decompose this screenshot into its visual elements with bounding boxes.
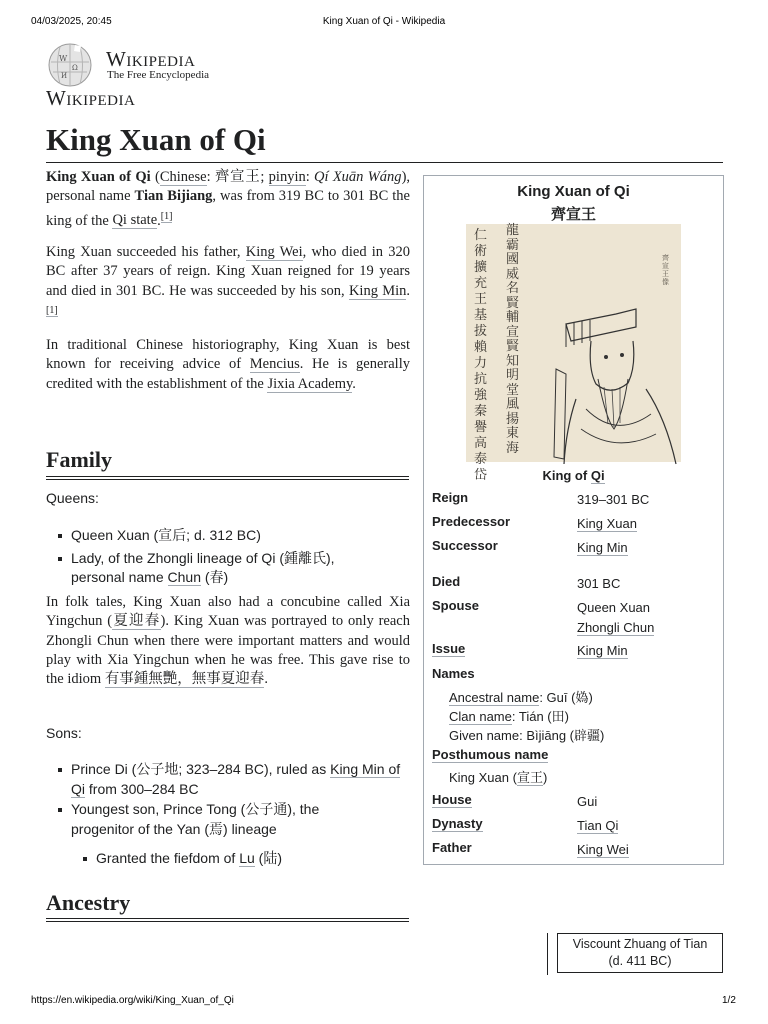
link-dynasty[interactable]: Dynasty [432, 816, 483, 831]
svg-text:И: И [61, 72, 68, 80]
family-divider [46, 476, 409, 480]
subject-name: King Xuan of Qi [46, 169, 151, 185]
portrait-inscription: 龍霸國威名賢輔宣賢知明堂風揚東海 [506, 223, 520, 456]
wikipedia-wordmark[interactable]: Wikipedia [106, 47, 196, 71]
print-url: https://en.wikipedia.org/wiki/King_Xuan_of_Qi [31, 995, 234, 1006]
reference-1[interactable]: [1] [46, 304, 58, 316]
link-lu[interactable]: Lu [239, 850, 255, 866]
intro-paragraph-2: King Xuan succeeded his father, King Wei, who died in 320 BC after 37 years of reign. King Xuan reigned for 19 years and died in 301 BC. He was succeeded by his son, King Min.[1] [46, 244, 410, 316]
print-page-number: 1/2 [722, 995, 736, 1006]
ancestry-heading: Ancestry [46, 890, 131, 915]
link-king-wei[interactable]: King Wei [245, 244, 303, 260]
link-pinyin[interactable]: pinyin [268, 169, 306, 185]
print-page-title: King Xuan of Qi - Wikipedia [322, 16, 446, 27]
link-qi-state[interactable]: Qi state [112, 212, 158, 229]
link-qi[interactable]: Qi [590, 468, 605, 483]
wikipedia-tagline: The Free Encyclopedia [107, 69, 210, 81]
list-item: Youngest son, Prince Tong (公子通), the progenitor of the Yan (焉) lineage [46, 800, 341, 839]
intro-paragraph-1: King Xuan of Qi (Chinese: 齊宣王; pinyin: Qí Xuān Wáng), personal name Tian Bijiang, was from 319 BC to 301 BC the king of the Qi state.[1] [46, 169, 411, 229]
portrait-inscription: 仁術擴充王基拔賴力抗強秦譽高泰岱 [474, 228, 488, 483]
link-predecessor[interactable]: King Xuan [577, 516, 637, 531]
king-figure-illustration [536, 279, 681, 464]
queens-label: Queens: [46, 490, 99, 506]
reference-1[interactable]: [1] [160, 210, 173, 222]
sons-list [46, 760, 410, 839]
portrait-label: 齊宣王像 [662, 254, 669, 286]
wikipedia-globe-icon[interactable] [45, 42, 95, 88]
folk-tales-paragraph: In folk tales, King Xuan also had a concubine called Xia Yingchun (夏迎春). King Xuan was portrayed to only reach Zhongli Chun when there were important matters and would play with Xia Yingchun when he was free. This gave rise to the idiom 有事鍾無艷，無事夏迎春. [46, 594, 410, 688]
link-idiom[interactable]: 有事鍾無艷，無事夏迎春 [104, 671, 265, 688]
sons-sublist [71, 849, 282, 869]
ancestor-box: Viscount Zhuang of Tian (d. 411 BC) [557, 933, 723, 973]
link-mencius[interactable]: Mencius [249, 356, 300, 373]
link-xia-yingchun[interactable]: 夏迎春 [112, 613, 161, 630]
list-item: Prince Di (公子地; 323–284 BC), ruled as King Min of Qi from 300–284 BC [46, 760, 410, 799]
link-tian-qi[interactable]: Tian Qi [577, 818, 619, 833]
wikipedia-wordmark-secondary[interactable]: Wikipedia [46, 86, 136, 110]
infobox-title: King Xuan of Qi [517, 183, 630, 200]
link-king-min-of-qi[interactable]: King Min of Qi [71, 761, 401, 797]
svg-text:W: W [59, 54, 68, 63]
link-successor[interactable]: King Min [577, 540, 628, 555]
link-house[interactable]: House [432, 792, 472, 807]
page-title: King Xuan of Qi [46, 122, 266, 157]
link-chinese[interactable]: Chinese [159, 169, 207, 185]
intro-paragraph-3: In traditional Chinese historiography, King Xuan is best known for receiving advice of Mencius. He is generally credited with the establishment of the Jixia Academy. [46, 337, 410, 392]
link-chun[interactable]: Chun [167, 569, 201, 585]
link-jixia-academy[interactable]: Jixia Academy [267, 375, 353, 392]
link-xuan-wang[interactable]: 宣王 [516, 770, 543, 785]
list-item: Queen Xuan (宣后; d. 312 BC) [46, 526, 410, 546]
infobox-caption: King of Qi [542, 468, 605, 483]
link-ancestral-name[interactable]: Ancestral name [449, 690, 540, 705]
link-zhongli-chun[interactable]: Zhongli Chun [577, 619, 655, 635]
link-king-min[interactable]: King Min [348, 282, 407, 299]
print-datetime: 04/03/2025, 20:45 [31, 16, 112, 27]
link-issue-king-min[interactable]: King Min [577, 643, 628, 658]
link-issue[interactable]: Issue [432, 641, 466, 656]
svg-text:Ω: Ω [72, 64, 78, 72]
title-divider [46, 162, 723, 163]
ancestry-divider [46, 918, 409, 922]
sons-label: Sons: [46, 725, 82, 741]
list-item: Granted the fiefdom of Lu (陆) [71, 849, 282, 869]
personal-name: Tian Bijiang [134, 188, 213, 205]
link-posthumous-name[interactable]: Posthumous name [432, 747, 549, 762]
link-father-king-wei[interactable]: King Wei [577, 842, 629, 857]
link-clan-name[interactable]: Clan name [449, 709, 512, 724]
infobox: King Xuan of Qi 齊宣王 仁術擴充王基拔賴力抗強秦譽高泰岱 龍霸國威名賢輔宣賢知明堂風揚東海 齊宣王像 King of Qi Reign 319–301 BC Predecessor King Xuan Successor King Min Died 301 BC Spouse Queen Xuan Zhongli Chun Issue King Min Names Ancestral name: Guī (媯) Clan name: Tián (田) Given name: Bìjiāng (辟疆) Posthumous name King Xuan (宣王) House Gui Dynasty Tian Qi Father King Wei [423, 175, 724, 865]
list-item: Lady, of the Zhongli lineage of Qi (鍾離氏), personal name Chun (春) [46, 549, 410, 588]
queens-list [46, 526, 410, 588]
infobox-title-chinese: 齊宣王 [550, 206, 596, 223]
ancestry-tree-line [547, 933, 548, 975]
family-heading: Family [46, 447, 112, 472]
